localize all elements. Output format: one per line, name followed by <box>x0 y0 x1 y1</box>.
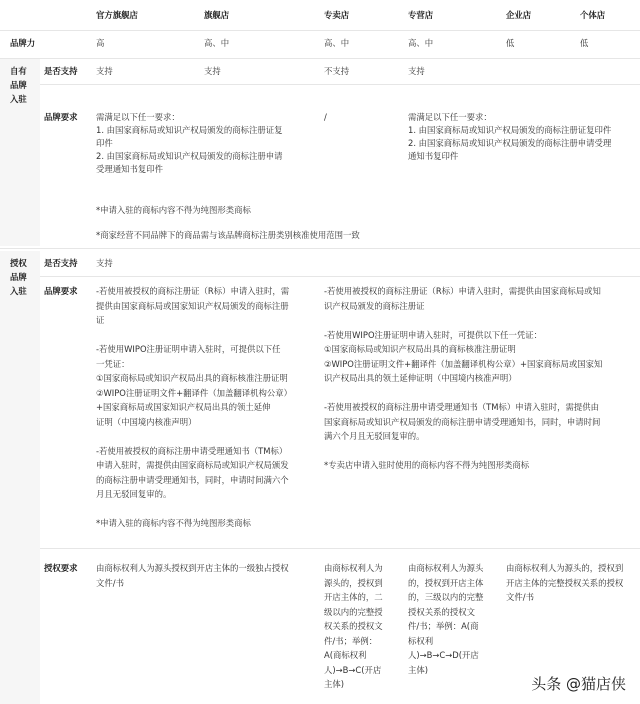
row-line <box>0 58 640 59</box>
text-line: 由商标权利人为源头 <box>408 563 484 573</box>
text-line: 1. 由国家商标局或知识产权局颁发的商标注册证复 <box>96 125 283 135</box>
text-line: 2. 由国家商标局或知识产权局颁发的商标注册申请 <box>96 151 283 161</box>
text-line: 的，授权到开店主体 <box>408 577 484 588</box>
brand-power-value: 高、中 <box>204 38 230 48</box>
text-line: A(商标权利 <box>324 650 367 660</box>
text-line: 由商标权利人为源头授权到开店主体的一级独占授权 <box>96 563 289 573</box>
auth-support-label: 是否支持 <box>44 258 78 268</box>
watermark-text: 头条 @猫店侠 <box>531 675 626 693</box>
self-owned-support-value: 支持 <box>204 66 221 76</box>
self-owned-req-left-note: *申请入驻的商标内容不得为纯图形类商标 <box>96 205 251 215</box>
self-owned-support-value: 支持 <box>96 66 113 76</box>
header-specialty: 专卖店 <box>324 10 350 20</box>
text-line: 满六个月且无驳回复审的。 <box>324 431 425 441</box>
text-line: 的商标注册申请受理通知书，同时，申请时间满六个 <box>96 474 289 485</box>
header-official-flagship: 官方旗舰店 <box>96 10 138 20</box>
brand-power-value: 低 <box>580 38 589 48</box>
auth-group-label: 授权 <box>10 258 27 268</box>
text-line: 一凭证： <box>96 358 130 369</box>
brand-power-value: 高、中 <box>324 38 350 48</box>
row-line <box>40 84 640 85</box>
section-bg-auth <box>0 251 40 704</box>
text-line: 开店主体的完整授权关系的授权 <box>506 577 624 588</box>
self-owned-group-label: 入驻 <box>10 94 27 104</box>
header-franchise: 专营店 <box>408 10 434 20</box>
brand-power-value: 高、中 <box>408 38 434 48</box>
text-line: 1. 由国家商标局或知识产权局颁发的商标注册证复印件 <box>408 125 612 135</box>
auth-req-label: 品牌要求 <box>44 286 78 296</box>
brand-power-value: 低 <box>506 38 515 48</box>
text-line: ①国家商标局或知识产权局出具的商标核准注册证明 <box>96 373 288 383</box>
text-line: -若使用被授权的商标注册证（R标）申请入驻时，需提供由国家商标局或知 <box>324 286 601 296</box>
auth-group-label: 品牌 <box>10 272 27 282</box>
self-owned-support-value: 支持 <box>408 66 425 76</box>
self-owned-support-label: 是否支持 <box>44 66 78 76</box>
text-line: *专卖店申请入驻时使用的商标内容不得为纯图形类商标 <box>324 460 530 470</box>
text-line: 文件/书 <box>96 577 124 588</box>
text-line: 证明（中国境内核准声明） <box>96 416 197 427</box>
self-owned-note: *商家经营不同品牌下的商品需与该品牌商标注册类别核准使用范围一致 <box>96 230 360 240</box>
text-line: 开店主体的，二 <box>324 592 383 602</box>
text-line: 的，三级以内的完整 <box>408 592 484 602</box>
header-individual: 个体店 <box>580 10 606 20</box>
text-line: 源头的，授权到 <box>324 577 383 588</box>
text-line: 主体) <box>324 679 345 689</box>
brand-power-value: 高 <box>96 38 105 48</box>
self-owned-group-label: 品牌 <box>10 80 27 90</box>
text-line: 级以内的完整授 <box>324 606 383 617</box>
text-line: 印件 <box>96 138 113 148</box>
row-line <box>0 248 640 249</box>
row-line <box>0 30 640 31</box>
text-line: 件/书；举例： <box>324 635 378 646</box>
text-line: 申请入驻时，需提供由国家商标局或知识产权局颁发 <box>96 460 289 470</box>
watermark <box>531 673 626 694</box>
text-line: 标权利 <box>408 635 434 646</box>
text-line: ①国家商标局或知识产权局出具的商标核准注册证明 <box>324 344 516 354</box>
text-line: 证 <box>96 315 105 325</box>
text-line: 受理通知书复印件 <box>96 164 163 174</box>
text-line: +国家商标局或国家知识产权局出具的领土延伸 <box>96 402 271 412</box>
text-line: 文件/书 <box>506 592 534 602</box>
self-owned-req-mid: / <box>324 112 327 122</box>
text-line: 通知书复印件 <box>408 151 459 161</box>
text-line: 2. 由国家商标局或知识产权局颁发的商标注册申请受理 <box>408 138 612 148</box>
text-line: -若使用WIPO注册证明申请入驻时，可提供以下任一凭证： <box>324 329 543 340</box>
self-owned-req-label: 品牌要求 <box>44 112 78 122</box>
text-line: 需满足以下任一要求： <box>96 112 180 122</box>
text-line: -若使用被授权的商标注册证（R标）申请入驻时，需 <box>96 286 290 296</box>
header-enterprise: 企业店 <box>506 10 532 20</box>
text-line: -若使用被授权的商标注册申请受理通知书（TM标）申请入驻时，需提供由 <box>324 402 599 412</box>
text-line: 主体) <box>408 664 429 675</box>
text-line: 国家商标局或知识产权局颁发的商标注册申请受理通知书，同时，申请时间 <box>324 416 601 427</box>
auth-support-value: 支持 <box>96 258 113 268</box>
auth-auth-label: 授权要求 <box>44 563 78 573</box>
self-owned-group-label: 自有 <box>10 66 27 76</box>
text-line: 权关系的授权文 <box>324 621 383 631</box>
auth-group-label: 入驻 <box>10 286 27 296</box>
text-line: -若使用WIPO注册证明申请入驻时，可提供以下任 <box>96 344 281 354</box>
text-line: 需满足以下任一要求： <box>408 112 492 122</box>
brand-power-label: 品牌力 <box>10 38 36 48</box>
text-line: -若使用被授权的商标注册申请受理通知书（TM标） <box>96 445 288 456</box>
text-line: 识产权局出具的领土延伸证明（中国境内核准声明） <box>324 373 517 383</box>
row-line <box>40 276 640 277</box>
text-line: 件/书；举例：A(商 <box>408 621 479 631</box>
text-line: 由商标权利人为 <box>324 563 383 573</box>
text-line: 授权关系的授权文 <box>408 606 475 617</box>
text-line: 人)→B→C(开店 <box>324 664 382 675</box>
self-owned-support-value: 不支持 <box>324 66 350 76</box>
text-line: ②WIPO注册证明文件+翻译件（加盖翻译机构公章） <box>96 387 293 398</box>
text-line: 识产权局颁发的商标注册证 <box>324 300 425 311</box>
text-line: 提供由国家商标局或国家知识产权局颁发的商标注册 <box>96 300 289 311</box>
header-flagship: 旗舰店 <box>204 10 230 20</box>
text-line: 由商标权利人为源头的，授权到 <box>506 563 624 573</box>
text-line: 人)→B→C→D(开店 <box>408 650 479 660</box>
text-line: 月且无驳回复审的。 <box>96 489 172 499</box>
text-line: ②WIPO注册证明文件+翻译件（加盖翻译机构公章）+国家商标局或国家知 <box>324 358 603 369</box>
row-line <box>40 548 640 549</box>
text-line: *申请入驻的商标内容不得为纯图形类商标 <box>96 518 251 528</box>
